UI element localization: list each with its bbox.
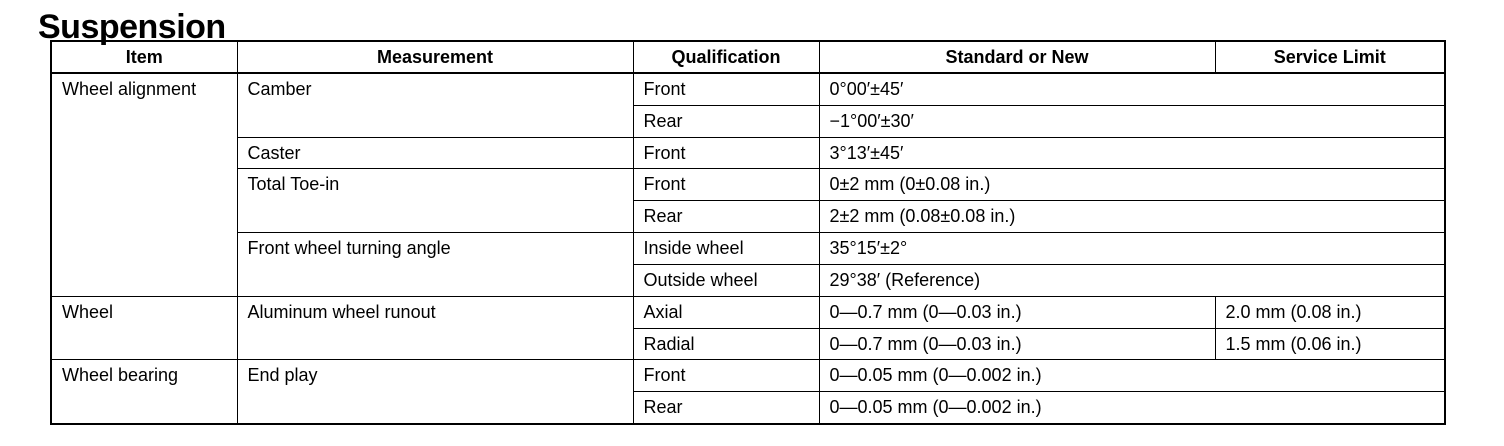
qualification-cell: Rear [633,392,819,424]
measurement-total-toe-in: Total Toe-in [237,169,633,233]
qualification-cell: Radial [633,328,819,360]
qualification-cell: Front [633,73,819,105]
standard-value: 29°38′ (Reference) [819,264,1445,296]
standard-value: 3°13′±45′ [819,137,1445,169]
standard-value: 0±2 mm (0±0.08 in.) [819,169,1445,201]
table-row [51,296,1445,328]
table-row [51,169,1445,201]
standard-value: 35°15′±2° [819,233,1445,265]
table-row [51,360,1445,392]
qualification-cell: Front [633,169,819,201]
qualification-cell: Rear [633,105,819,137]
table-row [51,233,1445,265]
qualification-cell: Axial [633,296,819,328]
measurement-wheel-runout: Aluminum wheel runout [237,296,633,360]
standard-value: 0—0.7 mm (0—0.03 in.) [819,296,1215,328]
header-measurement: Measurement [237,41,633,73]
measurement-caster: Caster [237,137,633,169]
qualification-cell: Front [633,360,819,392]
table-header-row [51,41,1445,73]
qualification-cell: Outside wheel [633,264,819,296]
standard-value: 0—0.05 mm (0—0.002 in.) [819,360,1445,392]
standard-value: 0—0.05 mm (0—0.002 in.) [819,392,1445,424]
service-limit-value: 2.0 mm (0.08 in.) [1215,296,1445,328]
measurement-turning-angle: Front wheel turning angle [237,233,633,297]
header-item: Item [51,41,237,73]
qualification-cell: Inside wheel [633,233,819,265]
measurement-end-play: End play [237,360,633,424]
standard-value: −1°00′±30′ [819,105,1445,137]
service-limit-value: 1.5 mm (0.06 in.) [1215,328,1445,360]
header-qualification: Qualification [633,41,819,73]
suspension-spec-table [50,40,1446,425]
item-wheel-alignment: Wheel alignment [51,73,237,296]
measurement-camber: Camber [237,73,633,137]
table-row [51,137,1445,169]
item-wheel: Wheel [51,296,237,360]
standard-value: 0—0.7 mm (0—0.03 in.) [819,328,1215,360]
page-title: Suspension [38,8,226,46]
item-wheel-bearing: Wheel bearing [51,360,237,424]
standard-value: 0°00′±45′ [819,73,1445,105]
header-standard: Standard or New [819,41,1215,73]
table-row [51,73,1445,105]
standard-value: 2±2 mm (0.08±0.08 in.) [819,201,1445,233]
qualification-cell: Rear [633,201,819,233]
header-service-limit: Service Limit [1215,41,1445,73]
qualification-cell: Front [633,137,819,169]
